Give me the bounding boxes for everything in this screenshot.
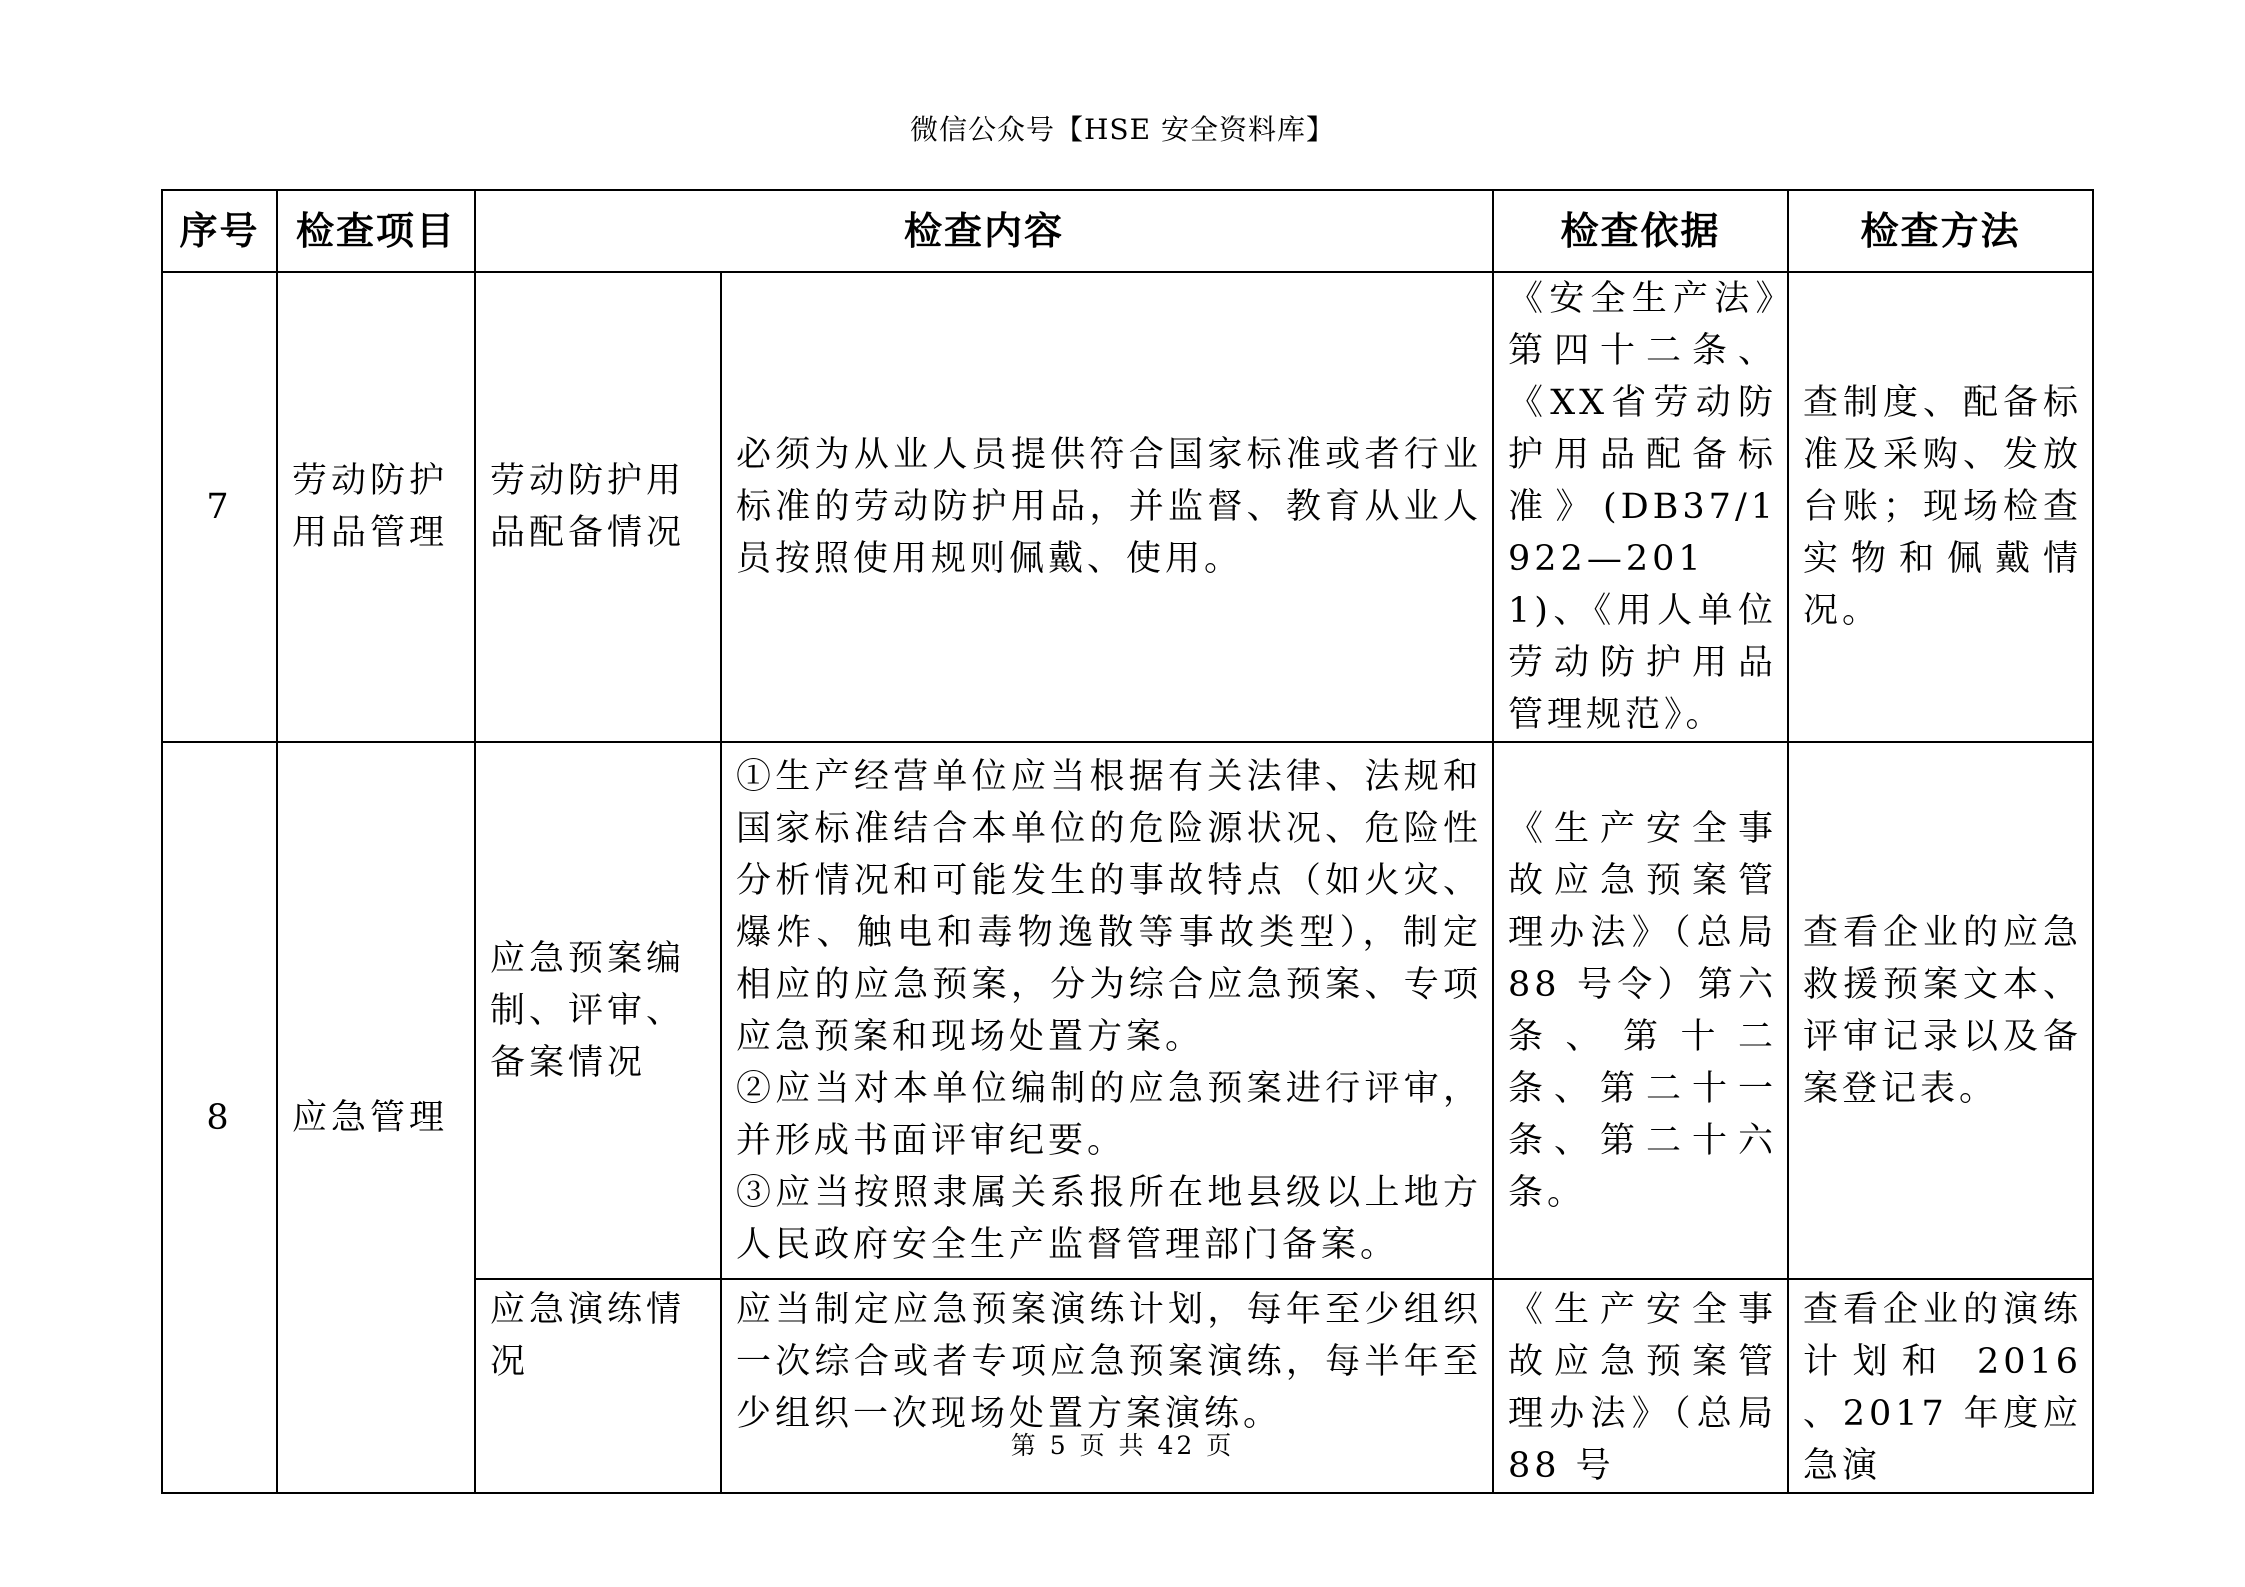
table-row xyxy=(162,272,2093,742)
row-seq: 7 xyxy=(162,272,277,742)
inspection-table xyxy=(161,189,2094,1494)
col-header-method: 检查方法 xyxy=(1788,190,2093,272)
row-method: 查看企业的应急救援预案文本、评审记录以及备案登记表。 xyxy=(1788,742,2093,1279)
content-clause-3: ③应当按照隶属关系报所在地县级以上地方人民政府安全生产监督管理部门备案。 xyxy=(736,1172,1483,1265)
row-basis: 《生产安全事故应急预案管理办法》（总局 88 号 xyxy=(1493,1279,1788,1493)
content-clause-1: ①生产经营单位应当根据有关法律、法规和国家标准结合本单位的危险源状况、危险性分析情况和可能发生的事故特点（如火灾、爆炸、触电和毒物逸散等事故类型），制定相应的应急预案，分为综合应急预案、专项应急预案和现场处置方案。 xyxy=(736,756,1483,1057)
page-footer: 第 5 页 共 42 页 xyxy=(1010,1431,1235,1460)
row-subitem: 应急预案编制、评审、备案情况 xyxy=(475,742,721,1279)
page-header: 微信公众号【HSE 安全资料库】 xyxy=(910,113,1335,146)
content-clause-2: ②应当对本单位编制的应急预案进行评审，并形成书面评审纪要。 xyxy=(736,1068,1483,1161)
row-content xyxy=(721,742,1493,1279)
row-subitem: 劳动防护用品配备情况 xyxy=(475,272,721,742)
row-seq: 8 xyxy=(162,742,277,1493)
row-subitem: 应急演练情况 xyxy=(475,1279,721,1493)
row-method: 查制度、配备标准及采购、发放台账；现场检查实物和佩戴情况。 xyxy=(1788,272,2093,742)
col-header-seq: 序号 xyxy=(162,190,277,272)
row-content: 必须为从业人员提供符合国家标准或者行业标准的劳动防护用品，并监督、教育从业人员按照使用规则佩戴、使用。 xyxy=(721,272,1493,742)
col-header-basis: 检查依据 xyxy=(1493,190,1788,272)
row-basis: 《生产安全事故应急预案管理办法》（总局 88 号令）第六条、第十二条、第二十一条、第二十六条。 xyxy=(1493,742,1788,1279)
row-item: 劳动防护用品管理 xyxy=(277,272,475,742)
col-header-content: 检查内容 xyxy=(475,190,1493,272)
table-row xyxy=(162,742,2093,1279)
col-header-item: 检查项目 xyxy=(277,190,475,272)
row-method: 查看企业的演练计划和 2016 、2017 年度应急演 xyxy=(1788,1279,2093,1493)
table-header-row xyxy=(162,190,2093,272)
row-basis: 《安全生产法》第四十二条、《XX省劳动防护用品配备标准》(DB37/1922—2011)、《用人单位劳动防护用品管理规范》。 xyxy=(1493,272,1788,742)
row-item: 应急管理 xyxy=(277,742,475,1493)
row-content: 应当制定应急预案演练计划，每年至少组织一次综合或者专项应急预案演练，每半年至少组织一次现场处置方案演练。 xyxy=(721,1279,1493,1493)
